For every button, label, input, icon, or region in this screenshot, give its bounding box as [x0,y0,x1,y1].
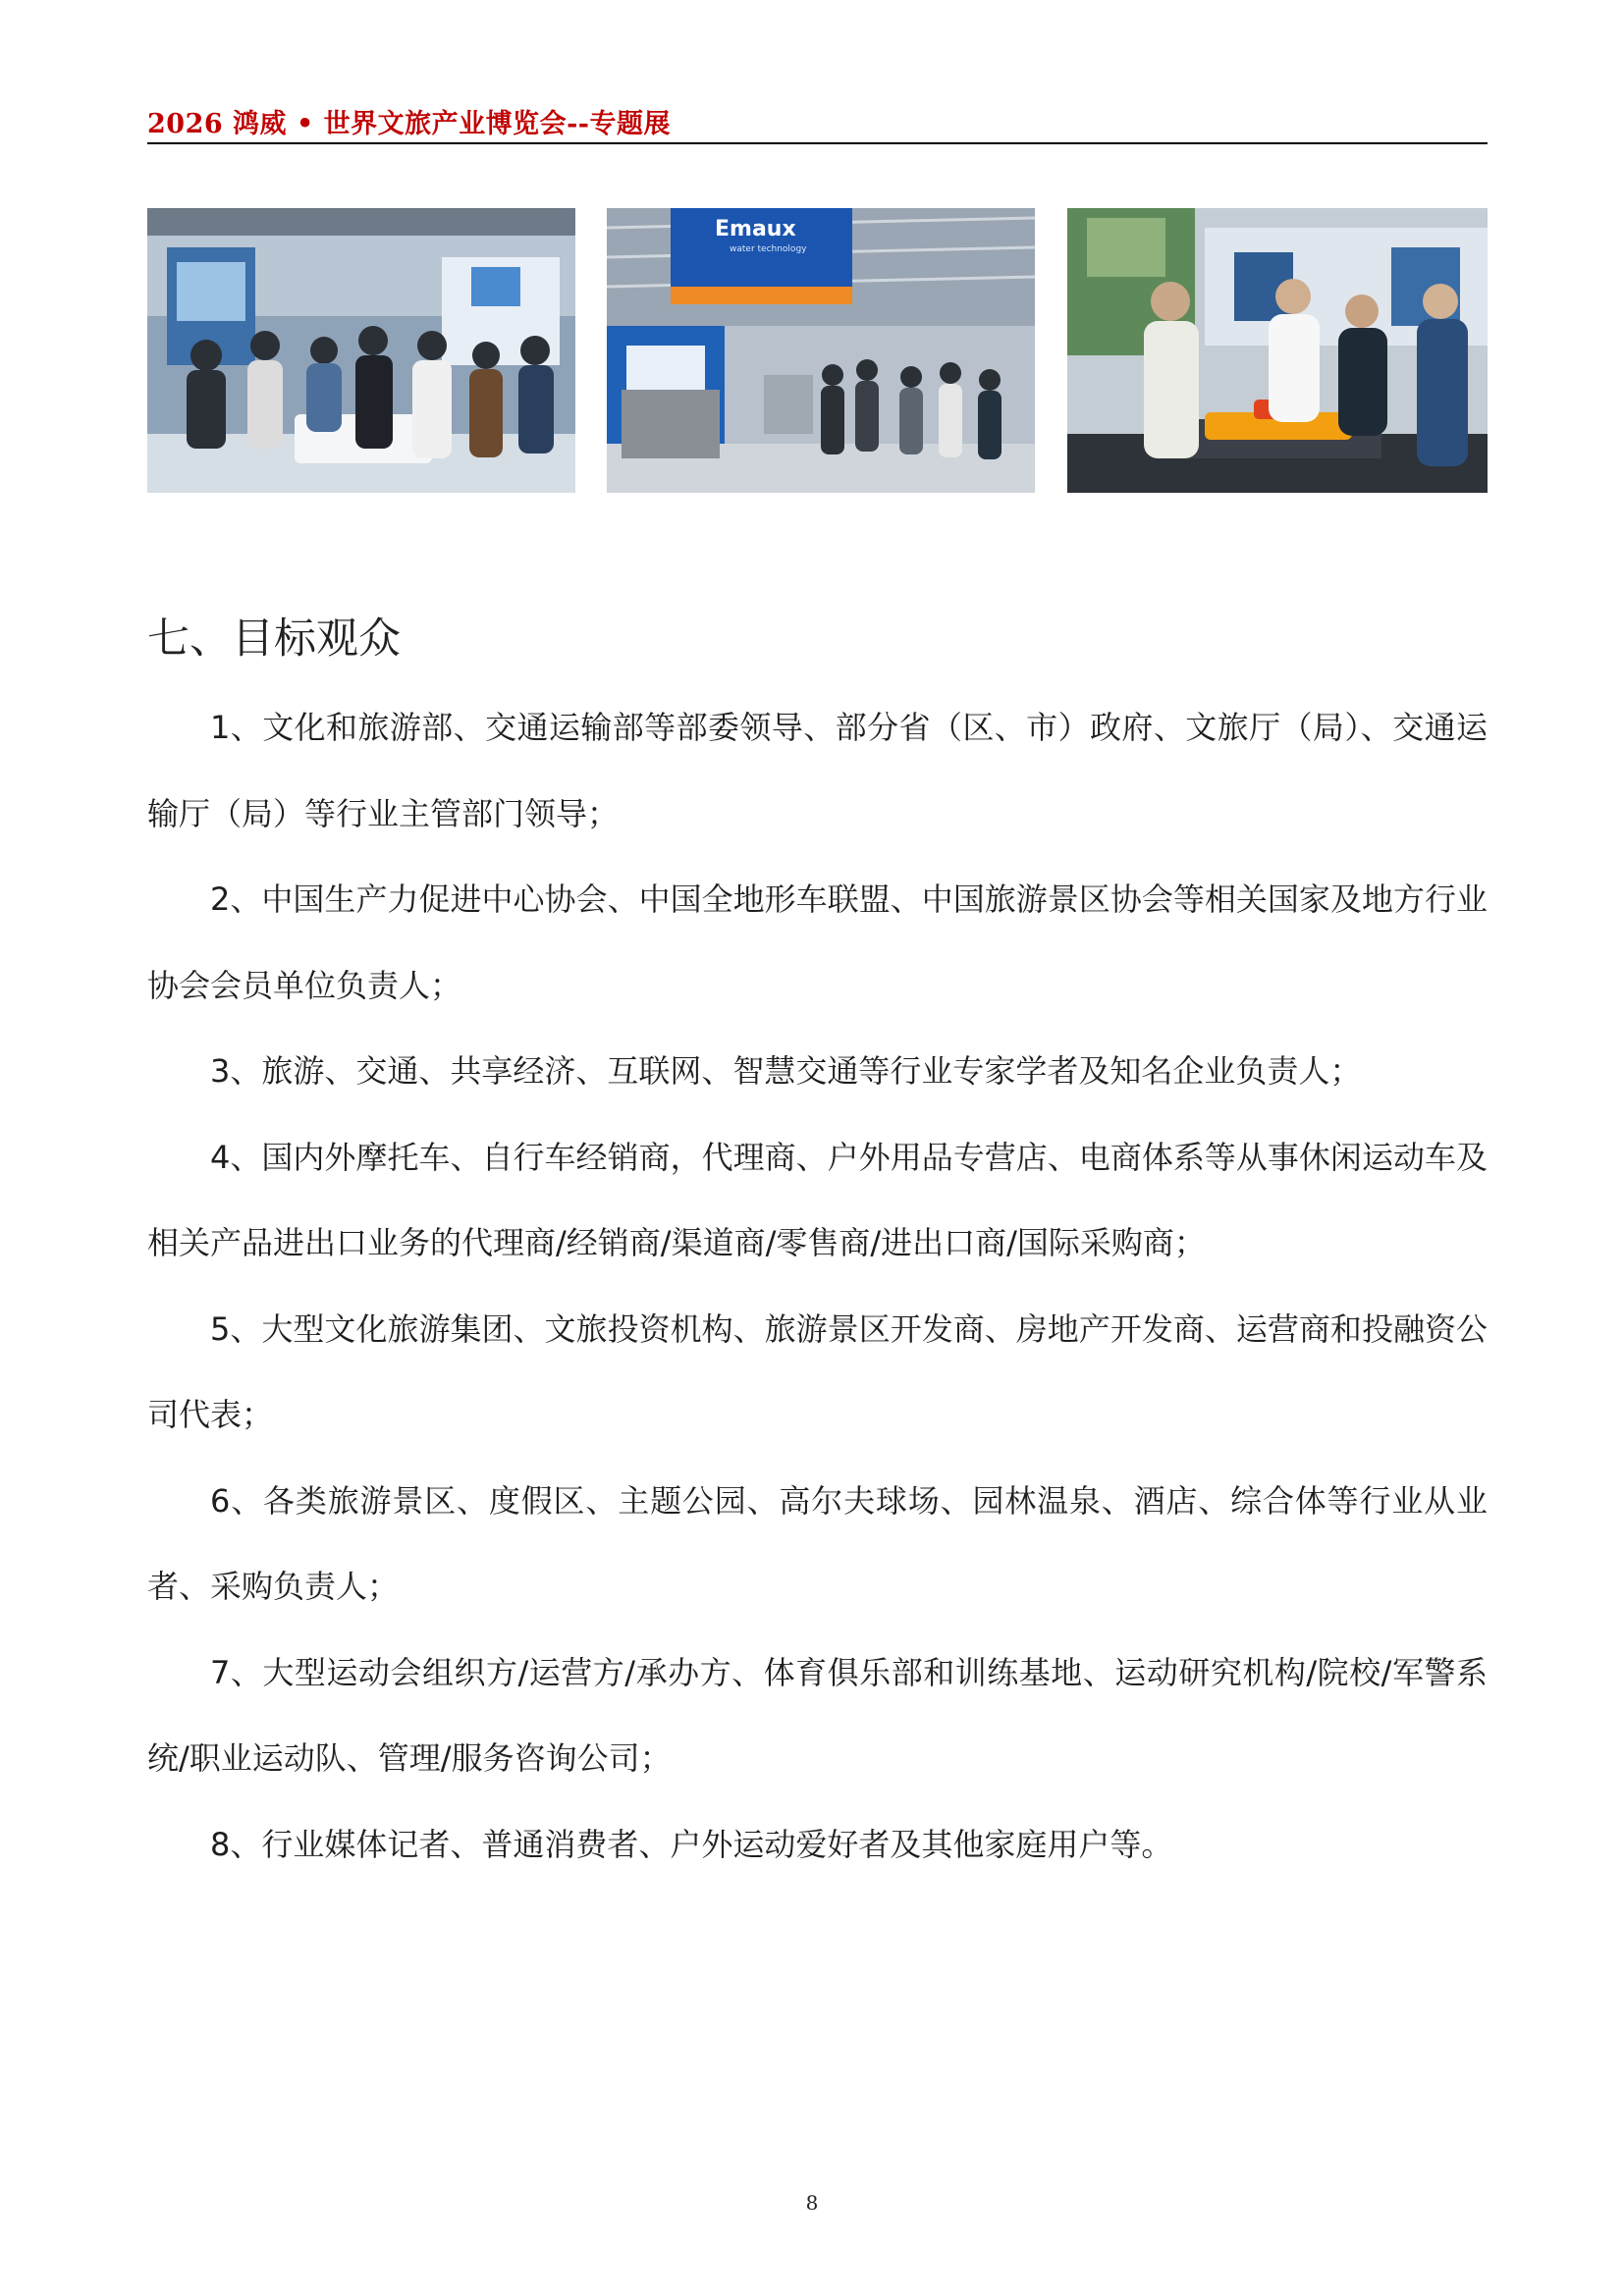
audience-item: 4、国内外摩托车、自行车经销商，代理商、户外用品专营店、电商体系等从事休闲运动车及相关产品进出口业务的代理商/经销商/渠道商/零售商/进出口商/国际采购商； [147,1138,1488,1261]
booth-sign-subtext: water technology [730,244,807,254]
page-header-title: 2026 鸿威 • 世界文旅产业博览会--专题展 [147,109,672,139]
booth-sign-text: Emaux [715,217,796,241]
section-heading: 七、目标观众 [147,614,401,664]
audience-item: 7、大型运动会组织方/运营方/承办方、体育俱乐部和训练基地、运动研究机构/院校/军警系统/职业运动队、管理/服务咨询公司； [147,1653,1488,1777]
audience-item: 1、文化和旅游部、交通运输部等部委领导、部分省（区、市）政府、文旅厅（局）、交通运输厅（局）等行业主管部门领导； [147,709,1488,832]
audience-item: 5、大型文化旅游集团、文旅投资机构、旅游景区开发商、房地产开发商、运营商和投融资公司代表； [147,1309,1488,1433]
audience-item: 6、各类旅游景区、度假区、主题公园、高尔夫球场、园林温泉、酒店、综合体等行业从业者、采购负责人； [147,1481,1488,1605]
exhibition-photo-2 [607,208,1035,493]
header-divider [147,142,1488,144]
exhibition-photo-3 [1067,208,1488,493]
page-number: 8 [805,2191,819,2215]
exhibition-photo-1 [147,208,575,493]
audience-list [147,685,1488,1888]
photo-strip [147,208,1488,493]
audience-item: 3、旅游、交通、共享经济、互联网、智慧交通等行业专家学者及知名企业负责人； [210,1052,1362,1090]
audience-item: 2、中国生产力促进中心协会、中国全地形车联盟、中国旅游景区协会等相关国家及地方行业协会会员单位负责人； [147,881,1488,1004]
audience-item: 8、行业媒体记者、普通消费者、户外运动爱好者及其他家庭用户等。 [210,1825,1173,1863]
